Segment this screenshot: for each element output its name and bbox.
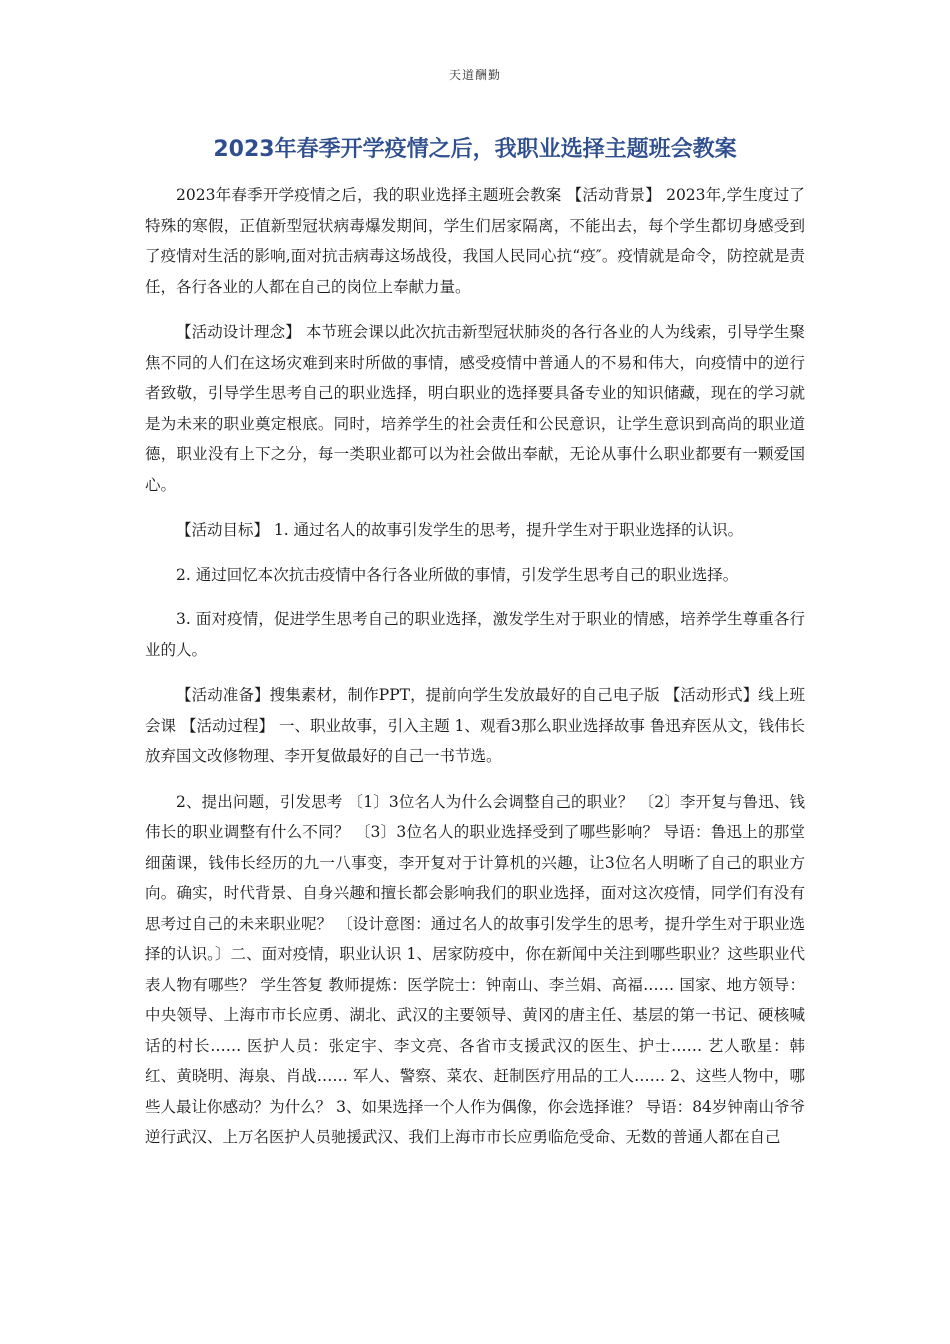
document-title: 2023年春季开学疫情之后，我职业选择主题班会教案 (213, 137, 737, 162)
document-body (145, 180, 805, 1168)
paragraph-preparation: 【活动准备】搜集素材，制作PPT，提前向学生发放最好的自己电子版 【活动形式】线上班会课 【活动过程】 一、职业故事，引入主题 1、观看3那么职业选择故事 鲁迅弃医从文，钱伟长放弃国文改修物理、李开复做最好的自己一书节选。 (145, 686, 805, 765)
paragraph-goal-2: 2. 通过回忆本次抗击疫情中各行各业所做的事情，引发学生思考自己的职业选择。 (176, 565, 739, 584)
paragraph-background: 2023年春季开学疫情之后，我的职业选择主题班会教案 【活动背景】 2023年,学生度过了特殊的寒假，正值新型冠状病毒爆发期间，学生们居家隔离，不能出去，每个学生都切身感受到了疫情对生活的影响,面对抗击病毒这场战役，我国人民同心抗“疫″。疫情就是命令，防控就是责任，各行各业的人都在自己的岗位上奉献力量。 (145, 186, 805, 296)
paragraph-design-concept: 【活动设计理念】 本节班会课以此次抗击新型冠状肺炎的各行各业的人为线索，引导学生聚焦不同的人们在这场灾难到来时所做的事情，感受疫情中普通人的不易和伟大，向疫情中的逆行者致敬，引导学生思考自己的职业选择，明白职业的选择要具备专业的知识储藏，现在的学习就是为未来的职业奠定根底。同时，培养学生的社会责任和公民意识，让学生意识到高尚的职业道德，职业没有上下之分，每一类职业都可以为社会做出奉献，无论从事什么职业都要有一颗爱国心。 (145, 323, 805, 494)
paragraph-goal-3: 3. 面对疫情，促进学生思考自己的职业选择，激发学生对于职业的情感，培养学生尊重各行业的人。 (145, 610, 805, 659)
paragraph-process: 2、提出问题，引发思考 〔1〕3位名人为什么会调整自己的职业？ 〔2〕李开复与鲁迅、钱伟长的职业调整有什么不同？ 〔3〕3位名人的职业选择受到了哪些影响？ 导语：鲁迅上的那堂细菌课，钱伟长经历的九一八事变，李开复对于计算机的兴趣，让3位名人明晰了自己的职业方向。确实，时代背景、自身兴趣和擅长都会影响我们的职业选择，面对这次疫情，同学们有没有思考过自己的未来职业呢？ 〔设计意图：通过名人的故事引发学生的思考，提升学生对于职业选择的认识。〕二、面对疫情，职业认识 1、居家防疫中，你在新闻中关注到哪些职业？这些职业代表人物有哪些？ 学生答复 教师提炼：医学院士：钟南山、李兰娟、高福…… 国家、地方领导：中央领导、上海市市长应勇、湖北、武汉的主要领导、黄冈的唐主任、基层的第一书记、硬核喊话的村长…… 医护人员：张定宇、李文亮、各省市支援武汉的医生、护士…… 艺人歌星：韩红、黄晓明、海泉、肖战…… 军人、警察、菜农、赶制医疗用品的工人…… 2、这些人物中，哪些人最让你感动？为什么？ 3、如果选择一个人作为偶像，你会选择谁？ 导语：84岁钟南山爷爷逆行武汉、上万名医护人员驰援武汉、我们上海市市长应勇临危受命、无数的普通人都在自己 (145, 792, 805, 1146)
page-header: 天道酬勤 (448, 68, 501, 82)
paragraph-goal-1: 【活动目标】 1. 通过名人的故事引发学生的思考，提升学生对于职业选择的认识。 (176, 521, 744, 539)
